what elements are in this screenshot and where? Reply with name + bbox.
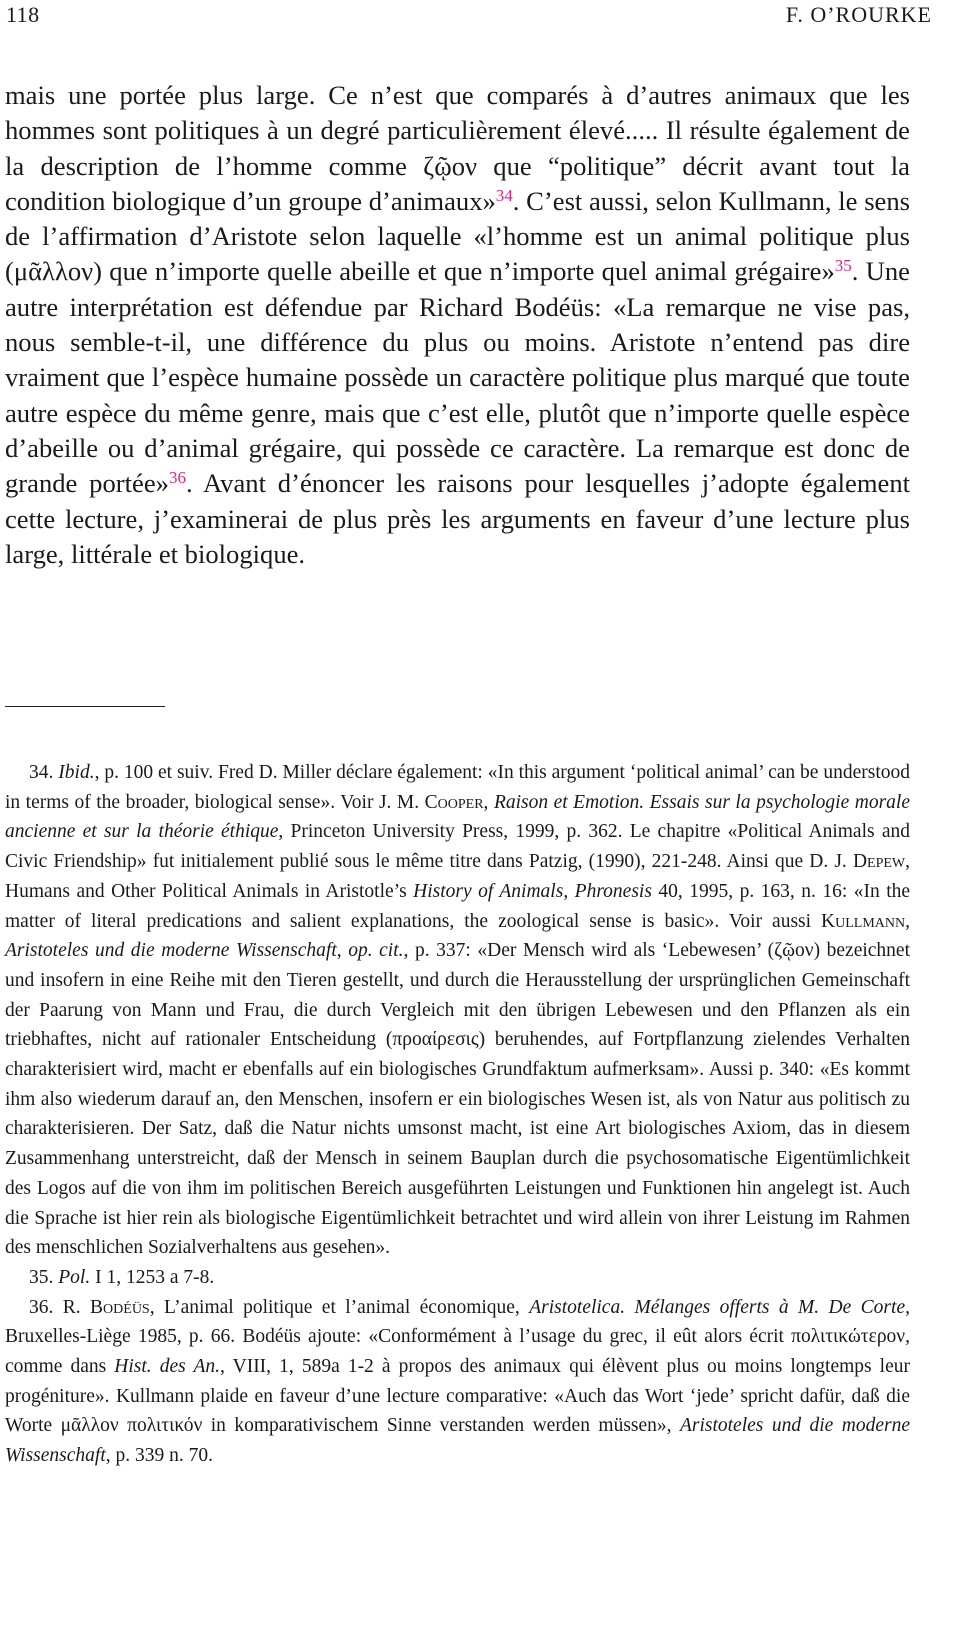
footnote-ref-35[interactable]: 35 (834, 256, 852, 276)
footnote-35: 35. Pol. I 1, 1253 a 7-8. (29, 1266, 215, 1288)
footnote-separator (5, 706, 165, 707)
footnote-ref-36[interactable]: 36 (168, 468, 186, 488)
page-header (6, 0, 932, 34)
body-paragraph: mais une portée plus large. Ce n’est que comparés à d’autres animaux que les hommes sont politiques à un degré particulièrement élevé..... Il résulte également de la description de l’homme comme ζῷον que “politique” décrit avant tout la condition biologique d’un groupe d’animaux»$^{34}$. C’est aussi, selon Kullmann, le sens de l’affirmation d’Aristote selon laquelle «l’homme est un animal politique plus (μᾶλλον) que n’importe quelle abeille et que n’importe quel animal grégaire»$^{35}$. Une autre interprétation est défendue par Richard Bodéüs: «La remarque ne vise pas, nous semble-t-il, une différence du plus ou moins. Aristote n’entend pas dire vraiment que l’espèce humaine possède un caractère politique plus marqué que toute autre espèce du même genre, mais que c’est elle, plutôt que n’importe quelle espèce d’abeille ou d’animal grégaire, qui possède ce caractère. La remarque est donc de grande portée»$^{36}$. Avant d’énoncer les raisons pour lesquelles j’adopte également cette lecture, j’examinerai de plus près les arguments en faveur d’une lecture plus large, littérale et biologique. (5, 80, 911, 569)
running-head: F. O’ROURKE (785, 2, 932, 27)
footnote-ref-34[interactable]: 34 (495, 185, 513, 205)
footnote-36: 36. R. Bodéüs, L’animal politique et l’animal économique, Aristotelica. Mélanges offerts à M. De Corte, Bruxelles-Liège 1985, p. 66. Bodéüs ajoute: «Conformément à l’usage du grec, il eût alors écrit πολιτικώτερον, comme dans Hist. des An., VIII, 1, 589a 1-2 à propos des animaux qui élèvent plus ou moins longtemps leur progéniture». Kullmann plaide en faveur d’une lecture comparative: «Auch das Wort ‘jede’ spricht dafür, daß die Worte μᾶλλον πολιτικόν in komparativischem Sinne verstanden werden müssen», Aristoteles und die moderne Wissenschaft, p. 339 n. 70. (5, 1296, 910, 1467)
footnote-34: 34. Ibid., p. 100 et suiv. Fred D. Miller déclare également: «In this argument ‘political animal’ can be understood in terms of the broader, biological sense». Voir J. M. Cooper, Raison et Emotion. Essais sur la psychologie morale ancienne et sur la théorie éthique, Princeton University Press, 1999, p. 362. Le chapitre «Political Animals and Civic Friendship» fut initialement publié sous le même titre dans Patzig, (1990), 221-248. Ainsi que D. J. Depew, Humans and Other Political Animals in Aristotle’s History of Animals, Phronesis 40, 1995, p. 163, n. 16: «In the matter of literal predications and salient explanations, the zoological sense is basic». Voir aussi Kullmann, Aristoteles und die moderne Wissenschaft, op. cit., p. 337: «Der Mensch wird als ‘Lebewesen’ (ζῷον) bezeichnet und insofern in eine Reihe mit den Tieren gestellt, und durch die Herausstellung der ursprünglichen Gemeinschaft der Paarung von Mann und Frau, die durch Vergleich mit den übrigen Lebewesen und den Pflanzen als ein triebhaftes, nicht auf rationaler Entscheidung (προαίρεσις) beruhendes, auf Fortpflanzung zielendes Verhalten charakterisiert wird, macht er ebenfalls auf ein biologisches Grundfaktum aufmerksam». Aussi p. 340: «Es kommt ihm also wiederum darauf an, den Menschen, insofern er ein biologisches Wesen ist, als von Natur aus politisch zu charakterisieren. Der Satz, daß die Natur nichts umsonst macht, ist eine Art biologisches Axiom, das in diesem Zusammenhang unterstreicht, daß der Mensch in seinem Bauplan durch die psychosomatische Eigentümlichkeit des Logos auf die von ihm im politischen Bereich ausgeführten Leistungen und Funktionen hin angelegt ist. Auch die Sprache ist hier rein als biologische Eigentümlichkeit betrachtet und wird allein von ihrer Leistung im Rahmen des menschlichen Sozialverhaltens aus gesehen». (5, 762, 911, 1259)
footnotes (5, 758, 910, 1471)
main-text (5, 78, 910, 572)
page-number: 118 (6, 2, 40, 27)
